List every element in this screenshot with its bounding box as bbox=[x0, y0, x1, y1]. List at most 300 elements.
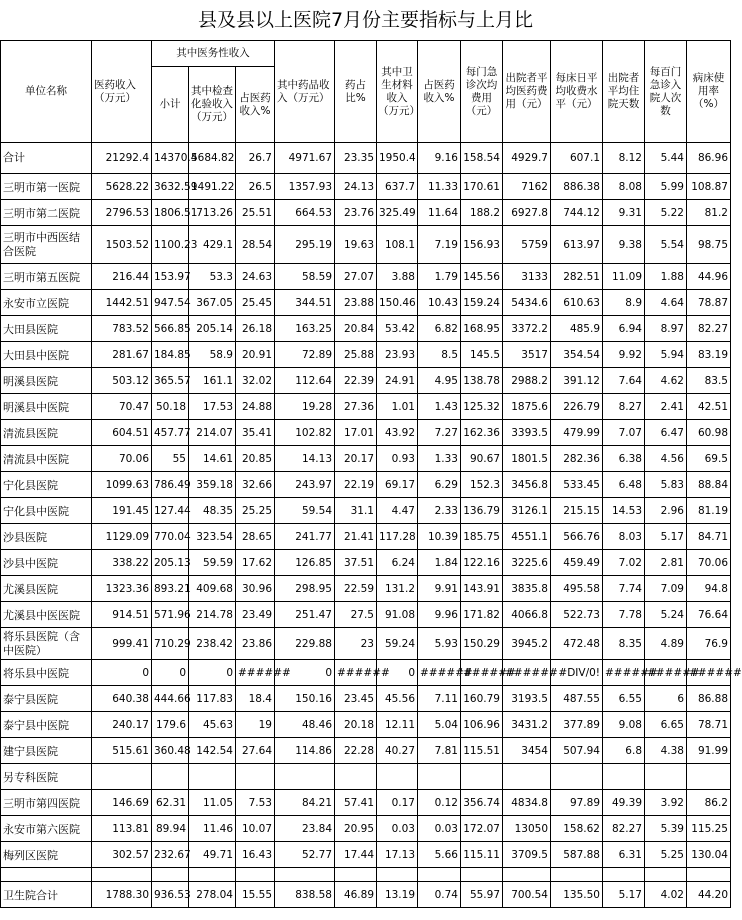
row-cell: 91.08 bbox=[377, 602, 418, 628]
row-unit-name: 梅列区医院 bbox=[1, 842, 92, 868]
header-unit: 单位名称 bbox=[1, 41, 92, 143]
footer-cell: 838.58 bbox=[275, 882, 335, 908]
row-unit-name: 三明市第五医院 bbox=[1, 264, 92, 290]
row-cell: 16.43 bbox=[236, 842, 275, 868]
header-medical-group: 其中医务性收入 bbox=[152, 41, 275, 67]
row-cell: 3431.2 bbox=[503, 712, 551, 738]
footer-cell: 4.02 bbox=[645, 882, 687, 908]
row-cell: 6 bbox=[645, 686, 687, 712]
row-cell: 770.04 bbox=[152, 524, 189, 550]
spacer-cell bbox=[418, 868, 461, 882]
row-cell: 78.87 bbox=[687, 290, 731, 316]
row-cell: 947.54 bbox=[152, 290, 189, 316]
row-cell: 1.84 bbox=[418, 550, 461, 576]
row-cell: 713.26 bbox=[189, 200, 236, 226]
row-cell: 53.42 bbox=[377, 316, 418, 342]
row-cell: 20.91 bbox=[236, 342, 275, 368]
header-revenue: 医药收入（万元） bbox=[92, 41, 152, 143]
row-cell: 117.28 bbox=[377, 524, 418, 550]
row-cell: 19.28 bbox=[275, 394, 335, 420]
row-cell: 1323.36 bbox=[92, 576, 152, 602]
row-unit-name: 尤溪县中医医院 bbox=[1, 602, 92, 628]
row-cell: 0.12 bbox=[418, 790, 461, 816]
row-cell: 3456.8 bbox=[503, 472, 551, 498]
row-cell: 20.95 bbox=[335, 816, 377, 842]
row-cell: 1875.6 bbox=[503, 394, 551, 420]
row-unit-name: 沙县医院 bbox=[1, 524, 92, 550]
row-cell: 27.36 bbox=[335, 394, 377, 420]
row-cell: 49.39 bbox=[603, 790, 645, 816]
row-cell: 179.6 bbox=[152, 712, 189, 738]
row-unit-name: 将乐县中医院 bbox=[1, 660, 92, 686]
row-cell: 153.97 bbox=[152, 264, 189, 290]
row-cell: 49.71 bbox=[189, 842, 236, 868]
row-cell: 185.75 bbox=[461, 524, 503, 550]
indicator-table bbox=[0, 40, 742, 908]
row-cell: 24.63 bbox=[236, 264, 275, 290]
row-cell: 82.27 bbox=[603, 816, 645, 842]
row-cell: 59.54 bbox=[275, 498, 335, 524]
row-cell: 83.19 bbox=[687, 342, 731, 368]
row-cell: 214.78 bbox=[189, 602, 236, 628]
row-cell: 32.66 bbox=[236, 472, 275, 498]
row-cell: 145.5 bbox=[461, 342, 503, 368]
row-cell: 298.95 bbox=[275, 576, 335, 602]
spacer-cell bbox=[152, 868, 189, 882]
row-cell: 184.85 bbox=[152, 342, 189, 368]
row-cell: 522.73 bbox=[551, 602, 603, 628]
row-cell: 3517 bbox=[503, 342, 551, 368]
row-cell: 44.96 bbox=[687, 264, 731, 290]
spacer-cell bbox=[687, 868, 731, 882]
row-unit-name: 清流县医院 bbox=[1, 420, 92, 446]
row-cell: 4.38 bbox=[645, 738, 687, 764]
header-material-pct: 占医药收入% bbox=[418, 41, 461, 143]
row-cell: 7.02 bbox=[603, 550, 645, 576]
spacer-cell bbox=[461, 868, 503, 882]
row-cell: 1.43 bbox=[418, 394, 461, 420]
row-cell: 3.88 bbox=[377, 264, 418, 290]
row-cell: 302.57 bbox=[92, 842, 152, 868]
row-cell: 0 bbox=[92, 660, 152, 686]
row-cell: ###### bbox=[236, 660, 275, 686]
row-cell: 786.49 bbox=[152, 472, 189, 498]
row-cell: 6.38 bbox=[603, 446, 645, 472]
row-cell: 216.44 bbox=[92, 264, 152, 290]
row-cell: 1099.63 bbox=[92, 472, 152, 498]
row-cell: 9.38 bbox=[603, 226, 645, 264]
row-cell: 365.57 bbox=[152, 368, 189, 394]
row-cell: 58.59 bbox=[275, 264, 335, 290]
row-cell: 146.69 bbox=[92, 790, 152, 816]
row-cell bbox=[551, 764, 603, 790]
row-cell: 28.54 bbox=[236, 226, 275, 264]
row-cell: 5.94 bbox=[645, 342, 687, 368]
row-cell: 83.5 bbox=[687, 368, 731, 394]
row-cell: 5.99 bbox=[645, 174, 687, 200]
row-cell: 14.61 bbox=[189, 446, 236, 472]
row-cell: 3454 bbox=[503, 738, 551, 764]
row-cell: 2.96 bbox=[645, 498, 687, 524]
row-cell: 22.39 bbox=[335, 368, 377, 394]
row-cell: 69.5 bbox=[687, 446, 731, 472]
row-cell: 25.25 bbox=[236, 498, 275, 524]
row-cell: 587.88 bbox=[551, 842, 603, 868]
row-cell bbox=[236, 764, 275, 790]
row-cell: 0 bbox=[377, 660, 418, 686]
row-unit-name: 明溪县医院 bbox=[1, 368, 92, 394]
row-cell: 5.44 bbox=[645, 143, 687, 174]
row-cell: 158.54 bbox=[461, 143, 503, 174]
row-cell: 23.35 bbox=[335, 143, 377, 174]
row-cell: 3632.59 bbox=[152, 174, 189, 200]
row-cell: 102.82 bbox=[275, 420, 335, 446]
row-cell: 3372.2 bbox=[503, 316, 551, 342]
row-unit-name: 尤溪县医院 bbox=[1, 576, 92, 602]
row-cell: 5.93 bbox=[418, 628, 461, 660]
table-row bbox=[1, 342, 731, 368]
row-cell: 76.9 bbox=[687, 628, 731, 660]
row-cell: 25.45 bbox=[236, 290, 275, 316]
row-cell: 161.1 bbox=[189, 368, 236, 394]
row-cell: ###### bbox=[418, 660, 461, 686]
row-cell: 48.35 bbox=[189, 498, 236, 524]
row-cell: 3709.5 bbox=[503, 842, 551, 868]
row-cell: 1.79 bbox=[418, 264, 461, 290]
spacer-cell bbox=[236, 868, 275, 882]
row-cell: 35.41 bbox=[236, 420, 275, 446]
row-cell: 113.81 bbox=[92, 816, 152, 842]
row-cell: 23.49 bbox=[236, 602, 275, 628]
row-cell: 0.93 bbox=[377, 446, 418, 472]
row-cell: 0 bbox=[275, 660, 335, 686]
row-cell: 6.82 bbox=[418, 316, 461, 342]
row-cell: 60.98 bbox=[687, 420, 731, 446]
row-cell: 191.45 bbox=[92, 498, 152, 524]
row-cell: 5.83 bbox=[645, 472, 687, 498]
row-unit-name: 合计 bbox=[1, 143, 92, 174]
row-cell: 607.1 bbox=[551, 143, 603, 174]
row-cell: 409.68 bbox=[189, 576, 236, 602]
row-cell: ###### bbox=[687, 660, 731, 686]
table-row bbox=[1, 143, 731, 174]
row-cell: 7.74 bbox=[603, 576, 645, 602]
row-cell: 914.51 bbox=[92, 602, 152, 628]
row-cell: 86.2 bbox=[687, 790, 731, 816]
table-row bbox=[1, 816, 731, 842]
row-cell: 48.46 bbox=[275, 712, 335, 738]
row-cell: 130.04 bbox=[687, 842, 731, 868]
table-row bbox=[1, 446, 731, 472]
row-cell: 2.33 bbox=[418, 498, 461, 524]
row-cell: 122.16 bbox=[461, 550, 503, 576]
row-cell: 40.27 bbox=[377, 738, 418, 764]
row-cell: 4.64 bbox=[645, 290, 687, 316]
row-cell: 59.59 bbox=[189, 550, 236, 576]
row-cell bbox=[189, 764, 236, 790]
row-cell bbox=[687, 764, 731, 790]
row-cell: 52.77 bbox=[275, 842, 335, 868]
row-cell: 42.51 bbox=[687, 394, 731, 420]
row-cell: 8.03 bbox=[603, 524, 645, 550]
row-cell: 325.49 bbox=[377, 200, 418, 226]
row-cell: 150.46 bbox=[377, 290, 418, 316]
row-cell: 566.85 bbox=[152, 316, 189, 342]
row-cell: 282.51 bbox=[551, 264, 603, 290]
row-cell: 4929.7 bbox=[503, 143, 551, 174]
row-cell: 4066.8 bbox=[503, 602, 551, 628]
row-cell: 145.56 bbox=[461, 264, 503, 290]
row-cell: 112.64 bbox=[275, 368, 335, 394]
row-cell: 893.21 bbox=[152, 576, 189, 602]
table-row bbox=[1, 550, 731, 576]
row-cell: 744.12 bbox=[551, 200, 603, 226]
row-cell: 23.76 bbox=[335, 200, 377, 226]
row-cell: 45.56 bbox=[377, 686, 418, 712]
row-cell: 391.12 bbox=[551, 368, 603, 394]
footer-cell: 936.53 bbox=[152, 882, 189, 908]
row-cell: 8.08 bbox=[603, 174, 645, 200]
row-cell: 170.61 bbox=[461, 174, 503, 200]
row-unit-name: 大田县医院 bbox=[1, 316, 92, 342]
row-cell bbox=[335, 764, 377, 790]
row-cell: 14.13 bbox=[275, 446, 335, 472]
row-cell: 27.5 bbox=[335, 602, 377, 628]
row-cell: 1801.5 bbox=[503, 446, 551, 472]
row-cell: 108.87 bbox=[687, 174, 731, 200]
row-cell: 229.88 bbox=[275, 628, 335, 660]
row-cell: 999.41 bbox=[92, 628, 152, 660]
row-cell: 7.78 bbox=[603, 602, 645, 628]
row-unit-name: 泰宁县医院 bbox=[1, 686, 92, 712]
table-row bbox=[1, 174, 731, 200]
spacer-cell bbox=[645, 868, 687, 882]
row-cell: 5628.22 bbox=[92, 174, 152, 200]
row-cell: 5.54 bbox=[645, 226, 687, 264]
row-cell: 17.01 bbox=[335, 420, 377, 446]
row-cell: 7.53 bbox=[236, 790, 275, 816]
row-unit-name: 明溪县中医院 bbox=[1, 394, 92, 420]
row-unit-name: 三明市中西医结合医院 bbox=[1, 226, 92, 264]
row-cell: 97.89 bbox=[551, 790, 603, 816]
spacer-cell bbox=[92, 868, 152, 882]
row-cell: 25.51 bbox=[236, 200, 275, 226]
row-cell: 295.19 bbox=[275, 226, 335, 264]
row-cell: 240.17 bbox=[92, 712, 152, 738]
row-unit-name: 建宁县医院 bbox=[1, 738, 92, 764]
row-cell: 9.91 bbox=[418, 576, 461, 602]
row-cell: 50.18 bbox=[152, 394, 189, 420]
footer-cell: 46.89 bbox=[335, 882, 377, 908]
row-cell: 32.02 bbox=[236, 368, 275, 394]
row-cell: ###### bbox=[645, 660, 687, 686]
row-cell: 57.41 bbox=[335, 790, 377, 816]
row-unit-name: 宁化县医院 bbox=[1, 472, 92, 498]
row-cell: 158.62 bbox=[551, 816, 603, 842]
row-cell: 11.46 bbox=[189, 816, 236, 842]
footer-row bbox=[1, 882, 731, 908]
row-cell: 1.88 bbox=[645, 264, 687, 290]
row-cell: 2796.53 bbox=[92, 200, 152, 226]
row-cell: 507.94 bbox=[551, 738, 603, 764]
row-cell: 20.84 bbox=[335, 316, 377, 342]
row-cell: 23.84 bbox=[275, 816, 335, 842]
row-cell: 11.05 bbox=[189, 790, 236, 816]
header-exam-pct: 占医药收入% bbox=[236, 67, 275, 143]
row-cell: 78.71 bbox=[687, 712, 731, 738]
row-cell: 5684.82 bbox=[189, 143, 236, 174]
row-cell: 11.64 bbox=[418, 200, 461, 226]
row-cell: 11.09 bbox=[603, 264, 645, 290]
row-cell: 3193.5 bbox=[503, 686, 551, 712]
table-row bbox=[1, 264, 731, 290]
row-cell bbox=[377, 764, 418, 790]
row-cell: 367.05 bbox=[189, 290, 236, 316]
row-cell: 81.2 bbox=[687, 200, 731, 226]
row-cell: 4.89 bbox=[645, 628, 687, 660]
row-cell bbox=[275, 764, 335, 790]
row-unit-name: 三明市第四医院 bbox=[1, 790, 92, 816]
row-cell: 571.96 bbox=[152, 602, 189, 628]
row-cell: 7.27 bbox=[418, 420, 461, 446]
row-cell: 1.33 bbox=[418, 446, 461, 472]
row-cell: 1357.93 bbox=[275, 174, 335, 200]
row-cell: 1442.51 bbox=[92, 290, 152, 316]
row-cell: 11.33 bbox=[418, 174, 461, 200]
spacer-cell bbox=[335, 868, 377, 882]
row-unit-name: 永安市第六医院 bbox=[1, 816, 92, 842]
row-cell: 7.64 bbox=[603, 368, 645, 394]
row-cell: 0.03 bbox=[418, 816, 461, 842]
row-cell: 215.15 bbox=[551, 498, 603, 524]
footer-cell: 13.19 bbox=[377, 882, 418, 908]
row-cell: 354.54 bbox=[551, 342, 603, 368]
row-cell: 238.42 bbox=[189, 628, 236, 660]
row-cell: 2.81 bbox=[645, 550, 687, 576]
row-cell: 23 bbox=[335, 628, 377, 660]
table-row bbox=[1, 472, 731, 498]
header-material: 其中卫生材料收入（万元） bbox=[377, 41, 418, 143]
row-cell: 13050 bbox=[503, 816, 551, 842]
row-cell: 0 bbox=[152, 660, 189, 686]
row-cell: 138.78 bbox=[461, 368, 503, 394]
row-cell: 4.47 bbox=[377, 498, 418, 524]
header-outpatient-cost: 每门急诊次均费用（元） bbox=[461, 41, 503, 143]
row-cell: 94.8 bbox=[687, 576, 731, 602]
row-cell: 6.8 bbox=[603, 738, 645, 764]
row-cell: 125.32 bbox=[461, 394, 503, 420]
row-cell: 1100.23 bbox=[152, 226, 189, 264]
row-cell: 106.96 bbox=[461, 712, 503, 738]
row-cell: 172.07 bbox=[461, 816, 503, 842]
header-bed-use: 病床使用率（%） bbox=[687, 41, 731, 143]
row-cell: 7.07 bbox=[603, 420, 645, 446]
row-cell: 5.39 bbox=[645, 816, 687, 842]
row-cell: 58.9 bbox=[189, 342, 236, 368]
row-cell: 23.93 bbox=[377, 342, 418, 368]
row-cell: 117.83 bbox=[189, 686, 236, 712]
footer-cell: 278.04 bbox=[189, 882, 236, 908]
row-cell: 0.03 bbox=[377, 816, 418, 842]
row-cell: 9.08 bbox=[603, 712, 645, 738]
row-cell: 6927.8 bbox=[503, 200, 551, 226]
row-cell: 3.92 bbox=[645, 790, 687, 816]
spacer-cell bbox=[275, 868, 335, 882]
row-cell: 115.11 bbox=[461, 842, 503, 868]
row-cell: 14370.4 bbox=[152, 143, 189, 174]
table-row bbox=[1, 524, 731, 550]
row-cell: 91.99 bbox=[687, 738, 731, 764]
row-cell: 26.5 bbox=[236, 174, 275, 200]
row-cell: 503.12 bbox=[92, 368, 152, 394]
row-cell: 8.35 bbox=[603, 628, 645, 660]
row-cell: 6.24 bbox=[377, 550, 418, 576]
row-cell bbox=[503, 764, 551, 790]
row-cell: 150.16 bbox=[275, 686, 335, 712]
row-cell: 323.54 bbox=[189, 524, 236, 550]
row-cell: 20.18 bbox=[335, 712, 377, 738]
header-drug-pct: 药占比% bbox=[335, 41, 377, 143]
row-cell: 5.24 bbox=[645, 602, 687, 628]
row-cell: ###### bbox=[461, 660, 503, 686]
row-cell: 6.55 bbox=[603, 686, 645, 712]
row-cell: 710.29 bbox=[152, 628, 189, 660]
row-cell bbox=[418, 764, 461, 790]
row-unit-name: 三明市第一医院 bbox=[1, 174, 92, 200]
row-cell: 479.99 bbox=[551, 420, 603, 446]
row-cell: 243.97 bbox=[275, 472, 335, 498]
table-row bbox=[1, 420, 731, 446]
row-cell: 22.59 bbox=[335, 576, 377, 602]
row-cell: 359.18 bbox=[189, 472, 236, 498]
row-cell: 43.92 bbox=[377, 420, 418, 446]
row-cell: 17.44 bbox=[335, 842, 377, 868]
row-cell: 457.77 bbox=[152, 420, 189, 446]
row-cell: 444.66 bbox=[152, 686, 189, 712]
row-cell: 8.5 bbox=[418, 342, 461, 368]
footer-cell: 44.20 bbox=[687, 882, 731, 908]
row-unit-name: 泰宁县中医院 bbox=[1, 712, 92, 738]
spacer-cell bbox=[551, 868, 603, 882]
row-cell bbox=[461, 764, 503, 790]
row-cell: 487.55 bbox=[551, 686, 603, 712]
row-cell: 142.54 bbox=[189, 738, 236, 764]
row-cell: 163.25 bbox=[275, 316, 335, 342]
row-cell: 613.97 bbox=[551, 226, 603, 264]
row-cell: 6.48 bbox=[603, 472, 645, 498]
row-cell: 0.17 bbox=[377, 790, 418, 816]
header-drug: 其中药品收入（万元） bbox=[275, 41, 335, 143]
row-cell: 360.48 bbox=[152, 738, 189, 764]
row-cell bbox=[603, 764, 645, 790]
footer-cell: 5.17 bbox=[603, 882, 645, 908]
row-cell: 8.9 bbox=[603, 290, 645, 316]
row-cell: 3835.8 bbox=[503, 576, 551, 602]
row-cell: 8.97 bbox=[645, 316, 687, 342]
row-cell: 6.47 bbox=[645, 420, 687, 446]
row-cell: 17.13 bbox=[377, 842, 418, 868]
row-cell: 1806.51 bbox=[152, 200, 189, 226]
row-cell: 5.22 bbox=[645, 200, 687, 226]
row-cell: #DIV/0! bbox=[551, 660, 603, 686]
row-cell: 150.29 bbox=[461, 628, 503, 660]
row-cell: 205.13 bbox=[152, 550, 189, 576]
row-cell: 9.31 bbox=[603, 200, 645, 226]
row-cell: 14.53 bbox=[603, 498, 645, 524]
row-cell: 26.7 bbox=[236, 143, 275, 174]
row-cell: 108.1 bbox=[377, 226, 418, 264]
row-cell: 3945.2 bbox=[503, 628, 551, 660]
